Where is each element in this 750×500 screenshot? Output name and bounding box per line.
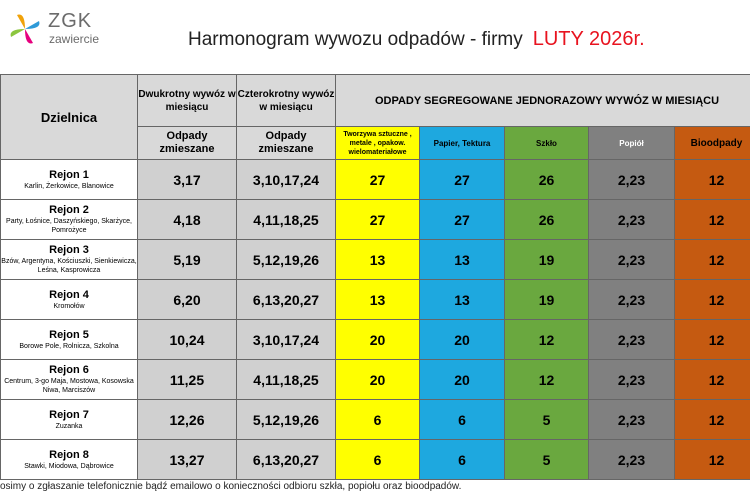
cell-paper: 27 [420, 160, 505, 200]
cell-glass: 26 [505, 200, 589, 240]
district-name: Rejon 3 [49, 244, 89, 256]
header-glass: Szkło [505, 127, 589, 160]
cell-plastic: 27 [336, 200, 420, 240]
zgk-logo [8, 4, 118, 64]
cell-ash: 2,23 [589, 280, 675, 320]
cell-glass: 12 [505, 360, 589, 400]
cell-bio: 12 [675, 280, 750, 320]
table-row [1, 280, 750, 320]
cell-ash: 2,23 [589, 320, 675, 360]
cell-plastic: 27 [336, 160, 420, 200]
page-title [188, 28, 645, 51]
cell-paper: 27 [420, 200, 505, 240]
header-district: Dzielnica [1, 75, 138, 160]
cell-biweekly: 6,20 [138, 280, 237, 320]
cell-fourtimes: 3,10,17,24 [237, 160, 336, 200]
header-paper: Papier, Tektura [420, 127, 505, 160]
cell-biweekly: 12,26 [138, 400, 237, 440]
table-row [1, 440, 750, 480]
cell-fourtimes: 3,10,17,24 [237, 320, 336, 360]
district-streets: Centrum, 3-go Maja, Mostowa, Kosowska Niwa, Marciszów [4, 378, 134, 394]
district-cell [1, 200, 138, 240]
cell-bio: 12 [675, 200, 750, 240]
title-main: Harmonogram wywozu odpadów - firmy [188, 29, 523, 50]
header-biweekly: Dwukrotny wywóz w miesiącu [138, 75, 237, 127]
district-name: Rejon 5 [49, 328, 89, 341]
cell-ash: 2,23 [589, 440, 675, 480]
district-streets: Borowe Pole, Rolnicza, Szkolna [19, 342, 119, 350]
cell-bio: 12 [675, 320, 750, 360]
cell-biweekly: 11,25 [138, 360, 237, 400]
cell-paper: 6 [420, 440, 505, 480]
cell-ash: 2,23 [589, 200, 675, 240]
district-streets: Kromołów [53, 302, 85, 310]
district-streets: Bzów, Argentyna, Kościuszki, Sienkiewicza, Leśna, Kasprowicza [1, 258, 137, 274]
district-cell [1, 440, 138, 480]
cell-fourtimes: 4,11,18,25 [237, 200, 336, 240]
cell-glass: 26 [505, 160, 589, 200]
district-name: Rejon 1 [49, 168, 89, 181]
cell-plastic: 6 [336, 400, 420, 440]
district-streets: Stawki, Miodowa, Dąbrowice [24, 462, 114, 470]
header-bio: Bioodpady [675, 127, 750, 160]
footer-note: osimy o zgłaszanie telefonicznie bądź emailowo o konieczności odbioru szkła, popiołu oraz bioodpadów. [0, 481, 462, 492]
table-row [1, 160, 750, 200]
district-name: Rejon 6 [49, 364, 89, 376]
header-row-top [1, 75, 750, 127]
cell-paper: 20 [420, 360, 505, 400]
cell-fourtimes: 6,13,20,27 [237, 280, 336, 320]
district-streets: Zuzanka [55, 422, 83, 430]
table-row [1, 240, 750, 280]
cell-biweekly: 13,27 [138, 440, 237, 480]
cell-glass: 12 [505, 320, 589, 360]
header-plastic: Tworzywa sztuczne , metale , opakow. wielomateriałowe [336, 127, 420, 160]
district-streets: Karlin, Żerkowice, Blanowice [24, 182, 114, 190]
cell-plastic: 13 [336, 240, 420, 280]
cell-plastic: 13 [336, 280, 420, 320]
schedule-table [0, 74, 750, 480]
district-name: Rejon 4 [49, 288, 89, 301]
district-cell [1, 240, 138, 280]
table-row [1, 200, 750, 240]
cell-fourtimes: 4,11,18,25 [237, 360, 336, 400]
cell-glass: 5 [505, 400, 589, 440]
table-row [1, 400, 750, 440]
logo-subtitle: zawiercie [49, 32, 100, 46]
cell-paper: 13 [420, 280, 505, 320]
header-ash: Popiół [589, 127, 675, 160]
cell-glass: 19 [505, 240, 589, 280]
district-name: Rejon 8 [49, 448, 89, 461]
district-cell [1, 320, 138, 360]
cell-glass: 5 [505, 440, 589, 480]
district-cell [1, 160, 138, 200]
cell-plastic: 6 [336, 440, 420, 480]
cell-plastic: 20 [336, 360, 420, 400]
cell-biweekly: 3,17 [138, 160, 237, 200]
district-cell [1, 400, 138, 440]
cell-paper: 13 [420, 240, 505, 280]
cell-biweekly: 10,24 [138, 320, 237, 360]
leaf-logo-icon [8, 12, 42, 46]
district-name: Rejon 2 [49, 204, 89, 216]
cell-bio: 12 [675, 240, 750, 280]
cell-biweekly: 4,18 [138, 200, 237, 240]
header-mixed-biweekly: Odpady zmieszane [138, 127, 237, 160]
header-mixed-fourtimes: Odpady zmieszane [237, 127, 336, 160]
district-cell [1, 280, 138, 320]
cell-fourtimes: 5,12,19,26 [237, 240, 336, 280]
header-fourtimes: Czterokrotny wywóz w miesiącu [237, 75, 336, 127]
cell-ash: 2,23 [589, 160, 675, 200]
cell-ash: 2,23 [589, 400, 675, 440]
district-streets: Party, Łośnice, Daszyńskiego, Skarżyce, Pomrożyce [6, 218, 132, 234]
cell-bio: 12 [675, 440, 750, 480]
cell-bio: 12 [675, 400, 750, 440]
cell-biweekly: 5,19 [138, 240, 237, 280]
cell-paper: 20 [420, 320, 505, 360]
cell-plastic: 20 [336, 320, 420, 360]
logo-name: ZGK [48, 10, 93, 32]
district-cell [1, 360, 138, 400]
cell-bio: 12 [675, 360, 750, 400]
cell-ash: 2,23 [589, 360, 675, 400]
table-row [1, 360, 750, 400]
cell-bio: 12 [675, 160, 750, 200]
title-date: LUTY 2026r. [532, 28, 645, 50]
cell-fourtimes: 6,13,20,27 [237, 440, 336, 480]
cell-ash: 2,23 [589, 240, 675, 280]
cell-fourtimes: 5,12,19,26 [237, 400, 336, 440]
header-segregated: ODPADY SEGREGOWANE JEDNORAZOWY WYWÓZ W MIESIĄCU [336, 75, 750, 127]
cell-glass: 19 [505, 280, 589, 320]
district-name: Rejon 7 [49, 408, 89, 421]
cell-paper: 6 [420, 400, 505, 440]
table-row [1, 320, 750, 360]
